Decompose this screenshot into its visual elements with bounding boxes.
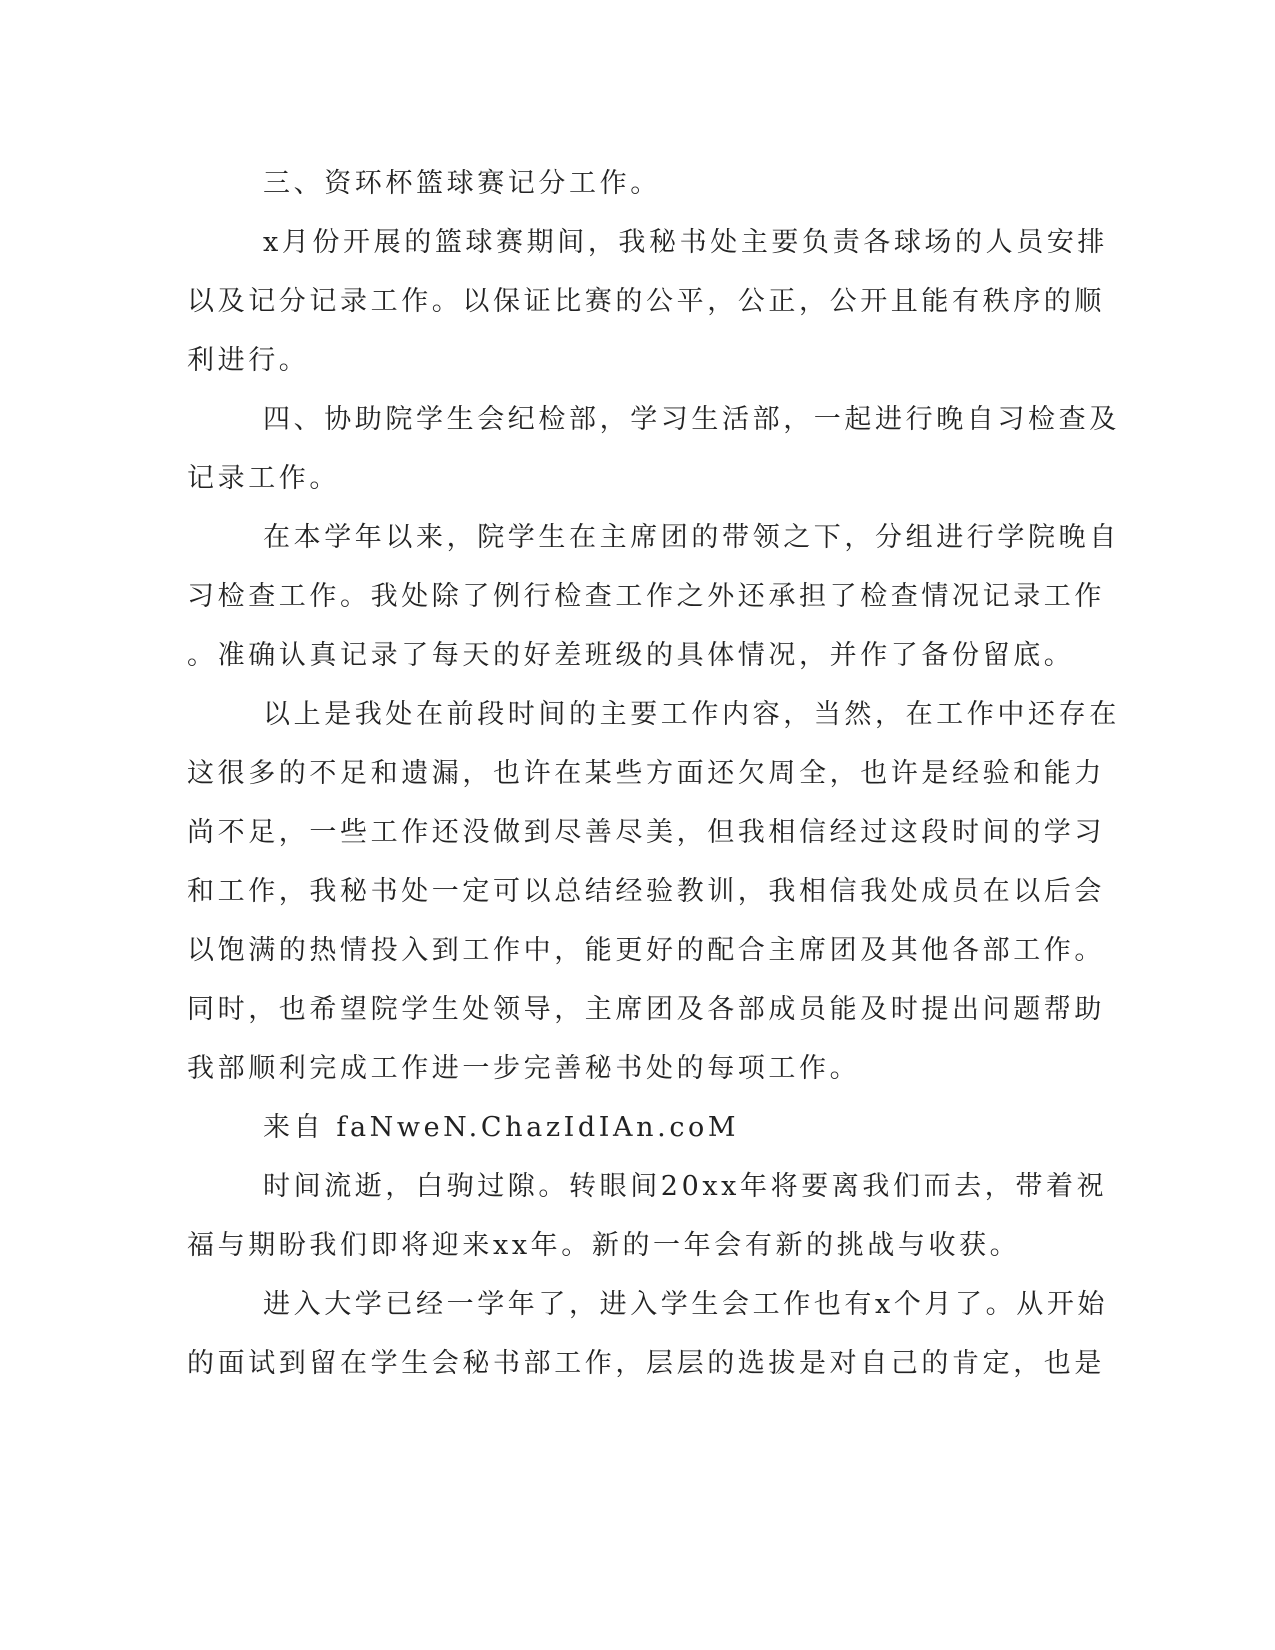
source-line: 来自 faNweN.ChazIdIAn.coM <box>263 1112 740 1143</box>
paragraph-line: 记录工作。 <box>187 463 340 494</box>
paragraph-line: 时间流逝，白驹过隙。转眼间20xx年将要离我们而去，带着祝 <box>263 1171 1108 1202</box>
paragraph-line: 同时，也希望院学生处领导，主席团及各部成员能及时提出问题帮助 <box>187 994 1105 1025</box>
paragraph-line: 我部顺利完成工作进一步完善秘书处的每项工作。 <box>187 1053 861 1084</box>
paragraph-line: x月份开展的篮球赛期间，我秘书处主要负责各球场的人员安排 <box>263 227 1109 258</box>
paragraph-line: 习检查工作。我处除了例行检查工作之外还承担了检查情况记录工作 <box>187 581 1105 612</box>
paragraph-line: 和工作，我秘书处一定可以总结经验教训，我相信我处成员在以后会 <box>187 876 1105 907</box>
section-heading: 三、资环杯篮球赛记分工作。 <box>263 168 661 199</box>
document-body <box>187 164 1120 1403</box>
section-heading: 四、协助院学生会纪检部，学习生活部，一起进行晚自习检查及 <box>263 404 1120 435</box>
paragraph-line: 进入大学已经一学年了，进入学生会工作也有x个月了。从开始 <box>263 1289 1109 1320</box>
paragraph-line: 以上是我处在前段时间的主要工作内容，当然，在工作中还存在 <box>263 699 1120 730</box>
paragraph-line: 利进行。 <box>187 345 310 376</box>
paragraph-line: 这很多的不足和遗漏，也许在某些方面还欠周全，也许是经验和能力 <box>187 758 1105 789</box>
paragraph-line: 尚不足，一些工作还没做到尽善尽美，但我相信经过这段时间的学习 <box>187 817 1105 848</box>
paragraph-line: 。准确认真记录了每天的好差班级的具体情况，并作了备份留底。 <box>187 640 1075 671</box>
paragraph-line: 在本学年以来，院学生在主席团的带领之下，分组进行学院晚自 <box>263 522 1120 553</box>
paragraph-line: 以及记分记录工作。以保证比赛的公平，公正，公开且能有秩序的顺 <box>187 286 1105 317</box>
paragraph-line: 的面试到留在学生会秘书部工作，层层的选拔是对自己的肯定，也是 <box>187 1348 1105 1379</box>
paragraph-line: 以饱满的热情投入到工作中，能更好的配合主席团及其他各部工作。 <box>187 935 1105 966</box>
paragraph-line: 福与期盼我们即将迎来xx年。新的一年会有新的挑战与收获。 <box>187 1230 1021 1261</box>
